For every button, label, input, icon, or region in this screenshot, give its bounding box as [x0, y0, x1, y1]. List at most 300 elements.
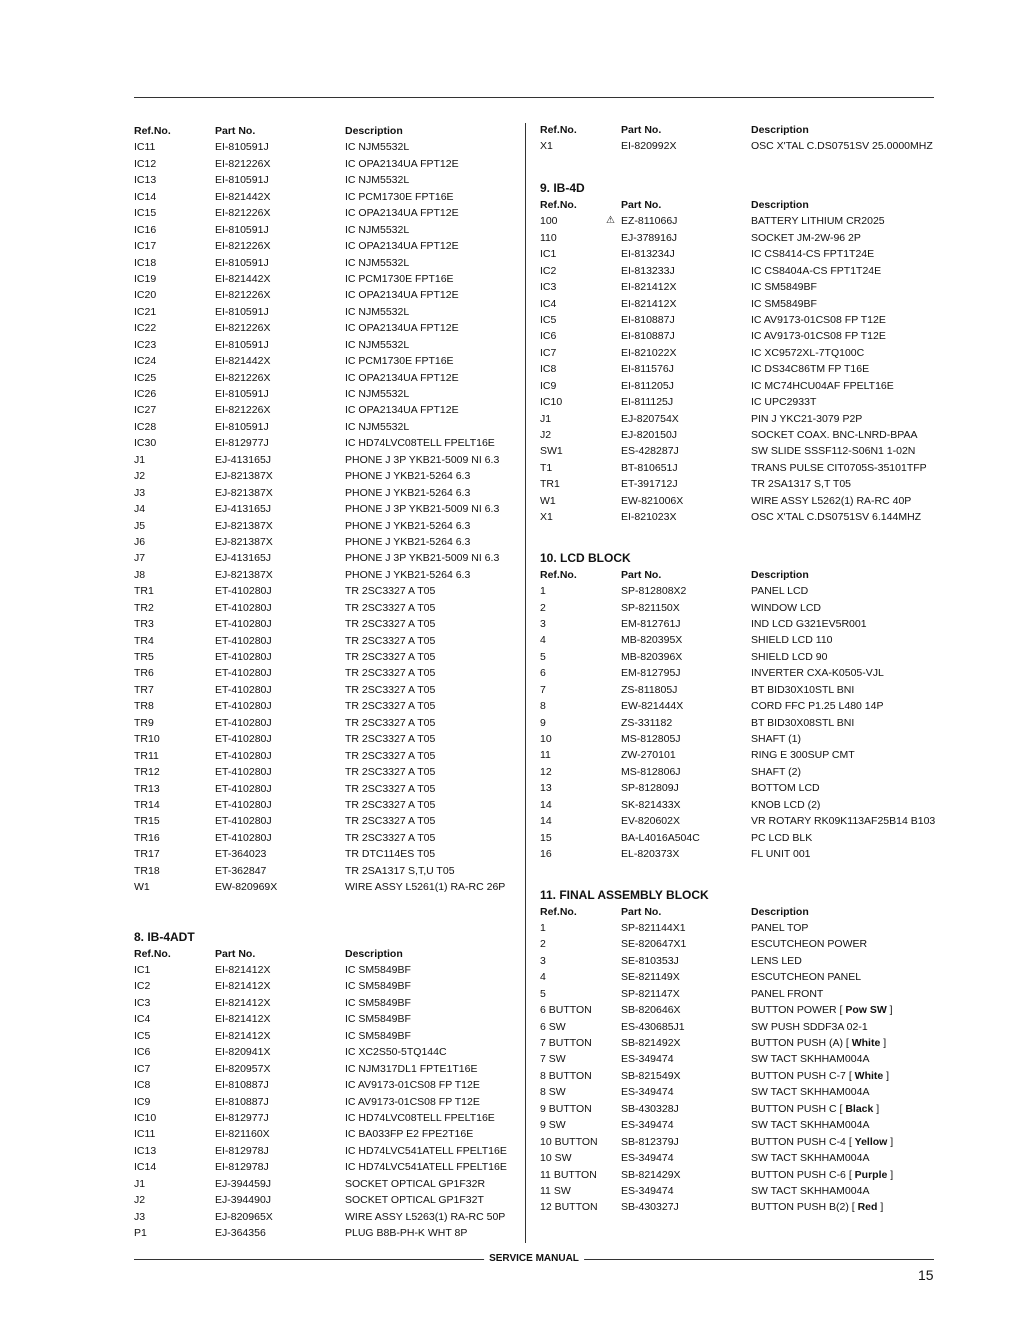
- part-no: EJ-821387X: [215, 470, 273, 483]
- ref-no: 110: [540, 231, 557, 244]
- desc-color: Red: [857, 1201, 878, 1214]
- part-no: ET-362847: [215, 864, 267, 877]
- table-row: [540, 600, 930, 616]
- part-no: ZS-811805J: [621, 683, 678, 696]
- ref-no: IC9: [134, 1095, 151, 1108]
- description: [751, 1035, 886, 1051]
- ref-no: 9 BUTTON: [540, 1102, 592, 1115]
- part-no: EJ-821387X: [215, 568, 273, 581]
- table-row: [540, 665, 930, 681]
- part-no: EI-811125J: [621, 396, 674, 409]
- ref-no: IC28: [134, 420, 157, 433]
- table-row: [540, 361, 930, 377]
- ref-no: TR17: [134, 848, 160, 861]
- table-row: [134, 1028, 524, 1044]
- ref-no: IC4: [134, 1013, 151, 1026]
- part-no: EI-821442X: [215, 272, 271, 285]
- ref-no: IC22: [134, 322, 157, 335]
- description: IC CS8404A-CS FPT1T24E: [751, 264, 882, 277]
- table-row: [134, 534, 524, 550]
- ref-no: IC23: [134, 338, 157, 351]
- description: SHIELD LCD 110: [751, 634, 833, 647]
- part-no: ET-410280J: [215, 683, 272, 696]
- table-row: [134, 813, 524, 829]
- ref-no: 8: [540, 700, 546, 713]
- description: IC SM5849BF: [751, 297, 817, 310]
- desc-close: ]: [886, 1004, 893, 1017]
- table-row: [134, 435, 524, 451]
- table-header: [540, 904, 930, 920]
- description: TR 2SC3327 A T05: [345, 749, 436, 762]
- part-no: EM-812761J: [621, 617, 681, 630]
- part-no: EI-812978J: [215, 1144, 269, 1157]
- description: SHAFT (2): [751, 765, 801, 778]
- table-row: [134, 583, 524, 599]
- description: INVERTER CXA-K0505-VJL: [751, 667, 884, 680]
- table-row: [134, 1225, 524, 1241]
- ref-no: 5: [540, 987, 546, 1000]
- ref-no: IC20: [134, 289, 157, 302]
- part-no: EV-820602X: [621, 815, 680, 828]
- table-row: [134, 995, 524, 1011]
- table-header: [134, 946, 524, 962]
- ref-no: 10 SW: [540, 1152, 572, 1165]
- ref-no: J1: [540, 412, 552, 425]
- ref-no: 2: [540, 601, 546, 614]
- description: KNOB LCD (2): [751, 798, 821, 811]
- ref-no: IC21: [134, 305, 157, 318]
- ref-no: 7: [540, 683, 546, 696]
- table-row: [540, 813, 936, 829]
- description: IC AV9173-01CS08 FP T12E: [751, 330, 886, 343]
- ref-no: IC4: [540, 297, 557, 310]
- description: TR 2SC3327 A T05: [345, 601, 436, 614]
- part-no: ES-428287J: [621, 445, 679, 458]
- table-header: [134, 123, 524, 139]
- description: IC OPA2134UA FPT12E: [345, 404, 459, 417]
- table-row: [540, 797, 930, 813]
- ref-no: IC26: [134, 388, 157, 400]
- ref-no: IC10: [540, 396, 563, 409]
- left-column: [134, 123, 524, 1241]
- part-no: EW-821444X: [621, 700, 684, 713]
- description: IC NJM5532L: [345, 305, 410, 318]
- table-row: [540, 682, 930, 698]
- ref-no: 6 BUTTON: [540, 1004, 592, 1017]
- ref-no: X1: [540, 511, 553, 524]
- ref-no: T1: [540, 461, 553, 474]
- part-no: EI-821022X: [621, 346, 677, 359]
- desc-text: BUTTON PUSH (A) [: [751, 1037, 852, 1049]
- table-row: [540, 476, 930, 492]
- part-no: EI-821226X: [215, 371, 271, 384]
- description: SW TACT SKHHAM004A: [751, 1086, 870, 1099]
- description: IC UPC2933T: [751, 396, 817, 409]
- part-no: SB-821429X: [621, 1168, 681, 1181]
- table-row: [134, 731, 524, 747]
- header-part: Part No.: [621, 124, 662, 136]
- part-no: EJ-394490J: [215, 1194, 272, 1207]
- table-row: [540, 1051, 930, 1067]
- ref-no: TR18: [134, 864, 160, 877]
- ref-no: IC13: [134, 174, 157, 187]
- part-no: BA-L4016A504C: [621, 831, 700, 844]
- description: [751, 1199, 883, 1215]
- ref-no: 15: [540, 831, 552, 844]
- ref-no: IC27: [134, 404, 157, 417]
- table-header: [540, 567, 930, 583]
- table-row: [134, 781, 524, 797]
- ref-no: J4: [134, 503, 146, 516]
- description: TR DTC114ES T05: [345, 848, 436, 861]
- ref-no: W1: [134, 881, 150, 894]
- description: WIRE ASSY L5261(1) RA-RC 26P: [345, 881, 506, 894]
- table-row: [540, 632, 930, 648]
- ref-no: IC6: [134, 1046, 151, 1059]
- table-row: [134, 156, 524, 172]
- table-row: [134, 879, 524, 895]
- desc-color: Black: [845, 1102, 874, 1115]
- ref-no: 3: [540, 617, 546, 630]
- description: IC XC9572XL-7TQ100C: [751, 346, 865, 359]
- description: FL UNIT 001: [751, 848, 811, 861]
- part-no: ET-410280J: [215, 634, 272, 647]
- table-row: [134, 238, 524, 254]
- section-title: 10. LCD BLOCK: [540, 550, 631, 565]
- ref-no: IC30: [134, 437, 157, 450]
- description: IC OPA2134UA FPT12E: [345, 289, 459, 302]
- part-no: EI-812977J: [215, 437, 269, 450]
- description: IC SM5849BF: [345, 996, 411, 1009]
- table-row: [540, 279, 930, 295]
- header-ref: Ref.No.: [134, 947, 171, 960]
- part-no: EI-821412X: [215, 1029, 271, 1042]
- description: PHONE J 3P YKB21-5009 NI 6.3: [345, 503, 500, 516]
- description: ESCUTCHEON POWER: [751, 938, 868, 951]
- table-row: [134, 764, 524, 780]
- ref-no: 7 BUTTON: [540, 1037, 592, 1049]
- part-no: EI-811205J: [621, 379, 674, 392]
- description: IC NJM5532L: [345, 174, 410, 187]
- table-row: [134, 518, 524, 534]
- part-no: ET-410280J: [215, 716, 272, 729]
- ref-no: IC12: [134, 157, 157, 170]
- description: IC NJM5532L: [345, 388, 410, 400]
- part-no: EI-810591J: [215, 388, 269, 400]
- footer: [134, 1252, 934, 1266]
- warning-icon: ⚠: [606, 215, 615, 227]
- part-no: ES-430685J1: [621, 1020, 685, 1033]
- ref-no: 11: [540, 749, 551, 762]
- table-row: [134, 1192, 524, 1208]
- description: IC BA033FP E2 FPE2T16E: [345, 1128, 474, 1141]
- ref-no: TR16: [134, 831, 160, 844]
- ref-no: TR11: [134, 749, 159, 762]
- part-no: EI-810591J: [215, 174, 269, 187]
- part-no: SB-430328J: [621, 1102, 679, 1115]
- description: IC NJM5532L: [345, 256, 410, 269]
- table-row: [540, 1117, 930, 1133]
- description: IC AV9173-01CS08 FP T12E: [751, 313, 886, 326]
- part-no: EI-821412X: [621, 281, 677, 294]
- part-no: EJ-821387X: [215, 519, 273, 532]
- table-row: [134, 600, 524, 616]
- part-no: EI-813234J: [621, 248, 675, 261]
- part-no: EI-821226X: [215, 322, 271, 335]
- ref-no: IC9: [540, 379, 557, 392]
- description: IND LCD G321EV5R001: [751, 617, 867, 630]
- description: PHONE J YKB21-5264 6.3: [345, 486, 471, 499]
- ref-no: J1: [134, 453, 146, 466]
- description: WIRE ASSY L5262(1) RA-RC 40P: [751, 494, 912, 507]
- ref-no: 9 SW: [540, 1119, 566, 1132]
- table-row: [134, 1143, 524, 1159]
- description: SW TACT SKHHAM004A: [751, 1184, 870, 1197]
- table-row: [540, 509, 930, 525]
- header-desc: Description: [345, 947, 403, 960]
- part-no: EJ-413165J: [215, 453, 272, 466]
- ref-no: IC11: [134, 141, 156, 154]
- right-column: [540, 122, 936, 1216]
- description: PHONE J YKB21-5264 6.3: [345, 568, 471, 581]
- ref-no: TR5: [134, 651, 154, 663]
- part-no: EI-821412X: [215, 980, 271, 993]
- table-row: [134, 205, 524, 221]
- ref-no: TR1: [540, 478, 560, 491]
- description: SOCKET OPTICAL GP1F32R: [345, 1177, 486, 1190]
- section-title: 9. IB-4D: [540, 180, 585, 195]
- header-part: Part No.: [621, 905, 662, 918]
- ref-no: J2: [134, 470, 146, 483]
- spacer: [540, 526, 930, 549]
- part-no: SB-812379J: [621, 1135, 679, 1148]
- description: SHAFT (1): [751, 733, 801, 745]
- part-no: EI-821226X: [215, 404, 271, 417]
- description: [751, 1002, 893, 1018]
- table-row: [540, 920, 930, 936]
- table-row: [134, 402, 524, 418]
- desc-color: White: [854, 1069, 884, 1082]
- description: TRANS PULSE CIT0705S-35101TFP: [751, 461, 927, 474]
- header-ref: Ref.No.: [540, 568, 577, 581]
- part-no: SB-430327J: [621, 1201, 679, 1214]
- column-divider: [525, 123, 526, 1243]
- table-row: [134, 386, 524, 402]
- description: TR 2SC3327 A T05: [345, 798, 436, 811]
- ref-no: IC5: [134, 1029, 151, 1042]
- table-row: [134, 1110, 524, 1126]
- ref-no: IC10: [134, 1111, 157, 1124]
- part-no: SP-821150X: [621, 601, 680, 614]
- header-ref: Ref.No.: [540, 124, 577, 136]
- table-row: [134, 452, 524, 468]
- part-no: EJ-820150J: [621, 429, 678, 441]
- part-no: EI-821023X: [621, 511, 677, 524]
- part-no: EJ-378916J: [621, 231, 678, 244]
- part-no: ES-349474: [621, 1152, 674, 1165]
- description: IC SM5849BF: [345, 964, 411, 976]
- spacer: [540, 863, 930, 886]
- table-row: [540, 213, 930, 229]
- part-no: ZW-270101: [621, 749, 676, 762]
- header-ref: Ref.No.: [540, 198, 577, 211]
- table-row: [134, 1176, 524, 1192]
- part-no: SE-821149X: [621, 971, 680, 984]
- header-part: Part No.: [215, 947, 256, 960]
- part-no: EI-821226X: [215, 207, 271, 220]
- part-no: ZS-331182: [621, 716, 673, 729]
- description: IC PCM1730E FPT16E: [345, 355, 454, 368]
- part-no: EW-820969X: [215, 881, 278, 894]
- description: SOCKET OPTICAL GP1F32T: [345, 1194, 484, 1207]
- part-no: EI-821442X: [215, 190, 271, 203]
- table-row: [134, 222, 524, 238]
- ref-no: IC14: [134, 1161, 157, 1174]
- desc-color: White: [851, 1037, 881, 1049]
- ref-no: IC1: [540, 248, 557, 261]
- table-row: [540, 138, 933, 154]
- desc-close: ]: [887, 1135, 894, 1148]
- description: IC PCM1730E FPT16E: [345, 190, 454, 203]
- header-desc: Description: [751, 198, 809, 211]
- table-row: [134, 468, 524, 484]
- ref-no: TR3: [134, 618, 154, 631]
- description: IC OPA2134UA FPT12E: [345, 240, 459, 253]
- ref-no: IC17: [134, 240, 157, 253]
- table-row: [540, 296, 930, 312]
- part-no: EI-810591J: [215, 420, 269, 433]
- part-no: SB-820646X: [621, 1004, 681, 1017]
- description: SHIELD LCD 90: [751, 650, 828, 663]
- table-row: [134, 419, 524, 435]
- table-row: [134, 287, 524, 303]
- table-row: [540, 764, 930, 780]
- description: IC DS34C86TM FP T16E: [751, 363, 870, 376]
- part-no: ES-349474: [621, 1086, 674, 1099]
- part-no: EJ-821387X: [215, 486, 273, 499]
- part-no: EI-820941X: [215, 1046, 271, 1059]
- description: TR 2SC3327 A T05: [345, 618, 436, 631]
- description: PHONE J YKB21-5264 6.3: [345, 519, 471, 532]
- ref-no: 2: [540, 938, 546, 951]
- description: IC XC2S50-5TQ144C: [345, 1046, 447, 1059]
- desc-text: BUTTON PUSH C-6 [: [751, 1168, 855, 1181]
- part-no: EI-821226X: [215, 289, 271, 302]
- description: IC OPA2134UA FPT12E: [345, 371, 459, 384]
- header-part: Part No.: [621, 198, 662, 211]
- description: TR 2SC3327 A T05: [345, 831, 436, 844]
- part-no: MB-820396X: [621, 650, 683, 663]
- part-no: SB-821492X: [621, 1037, 681, 1049]
- description: TR 2SC3327 A T05: [345, 716, 436, 729]
- table-row: [540, 1019, 930, 1035]
- part-no: EI-810591J: [215, 141, 269, 154]
- ref-no: 8 BUTTON: [540, 1069, 592, 1082]
- table-row: [540, 1134, 930, 1150]
- part-no: EI-821226X: [215, 157, 271, 170]
- ref-no: TR13: [134, 782, 160, 795]
- table-row: [134, 830, 524, 846]
- description: RING E 300SUP CMT: [751, 749, 855, 762]
- ref-no: IC3: [134, 996, 151, 1009]
- description: WINDOW LCD: [751, 601, 821, 614]
- table-row: [134, 271, 524, 287]
- table-row: [540, 443, 930, 459]
- ref-no: TR8: [134, 700, 154, 713]
- ref-no: J8: [134, 568, 146, 581]
- ref-no: TR2: [134, 601, 154, 614]
- description: IC HD74LVC541ATELL FPELT16E: [345, 1161, 507, 1174]
- ref-no: 9: [540, 716, 546, 729]
- description: IC PCM1730E FPT16E: [345, 272, 454, 285]
- table-row: [134, 139, 524, 155]
- ref-no: 1: [540, 921, 546, 934]
- ref-no: 14: [540, 815, 552, 828]
- description: LENS LED: [751, 954, 802, 967]
- page-number: 15: [918, 1267, 934, 1283]
- part-no: ET-410280J: [215, 585, 272, 598]
- part-no: EI-810887J: [621, 313, 675, 326]
- table-row: [134, 567, 524, 583]
- description: IC NJM5532L: [345, 420, 410, 433]
- description: TR 2SC3327 A T05: [345, 634, 436, 647]
- part-no: ES-349474: [621, 1053, 674, 1066]
- table-row: [540, 616, 930, 632]
- table-row: [134, 501, 524, 517]
- part-no: EI-810591J: [215, 338, 269, 351]
- ref-no: 6 SW: [540, 1020, 566, 1033]
- table-row: [134, 715, 524, 731]
- description: [751, 1167, 893, 1183]
- description: IC NJM5532L: [345, 338, 410, 351]
- spacer: [134, 896, 524, 928]
- part-no: EI-810887J: [215, 1079, 269, 1092]
- description: PANEL LCD: [751, 585, 809, 598]
- description: BT BID30X08STL BNI: [751, 716, 855, 729]
- desc-close: ]: [873, 1102, 880, 1115]
- top-rule: [134, 97, 934, 98]
- desc-close: ]: [887, 1168, 894, 1181]
- header-part: Part No.: [215, 125, 256, 137]
- part-no: EJ-394459J: [215, 1177, 272, 1190]
- description: TR 2SC3327 A T05: [345, 700, 436, 713]
- table-row: [540, 378, 930, 394]
- table-row: [540, 263, 930, 279]
- part-no: EI-813233J: [621, 264, 675, 277]
- description: TR 2SC3327 A T05: [345, 782, 436, 795]
- description: [751, 1068, 889, 1084]
- description: CORD FFC P1.25 L480 14P: [751, 700, 884, 713]
- part-no: EI-810591J: [215, 223, 269, 236]
- description: PLUG B8B-PH-K WHT 8P: [345, 1227, 468, 1239]
- part-no: EI-820992X: [621, 140, 677, 153]
- part-no: EI-812977J: [215, 1111, 269, 1124]
- table-row: [134, 846, 524, 862]
- part-no: ET-410280J: [215, 815, 272, 828]
- table-row: [540, 328, 930, 344]
- desc-text: BUTTON POWER [: [751, 1004, 846, 1017]
- table-row: [540, 1084, 930, 1100]
- table-row: [134, 649, 524, 665]
- description: OSC X'TAL C.DS0751SV 25.0000MHZ: [751, 140, 933, 153]
- description: IC NJM5532L: [345, 141, 410, 154]
- table-row: [540, 1035, 930, 1051]
- header-ref: Ref.No.: [134, 125, 171, 137]
- spacer: [540, 155, 930, 179]
- description: PHONE J YKB21-5264 6.3: [345, 470, 471, 483]
- table-row: [134, 1061, 524, 1077]
- table-row: [134, 1209, 524, 1225]
